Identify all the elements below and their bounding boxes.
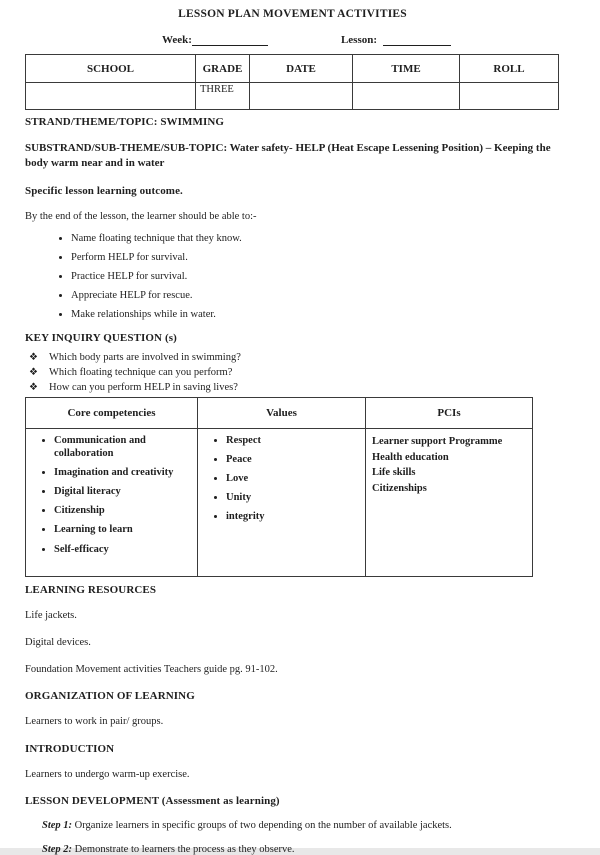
cell-pcis <box>366 428 533 576</box>
week-lesson-row <box>25 34 560 46</box>
outcome-list <box>25 233 560 320</box>
cell-values <box>198 428 366 576</box>
organization-heading: ORGANIZATION OF LEARNING <box>25 690 195 703</box>
step-label: Step 1: <box>42 819 73 831</box>
col-header-grade: GRADE <box>196 55 250 83</box>
list-item: • Respect <box>226 434 359 447</box>
cell-school <box>26 83 196 110</box>
diamond-bullet-icon: ❖ <box>29 351 38 363</box>
cell-roll <box>460 83 559 110</box>
resource-line: Digital devices. <box>25 637 91 649</box>
pci-line: Learner support Programme <box>372 435 503 447</box>
list-item: • Name floating technique that they know. <box>71 233 560 244</box>
step-label: Step 2: <box>42 843 73 855</box>
list-item: • Citizenship <box>54 504 191 517</box>
inquiry-question: Which body parts are involved in swimming? <box>49 351 241 363</box>
lesson-group <box>341 34 451 46</box>
col-header-time: TIME <box>353 55 460 83</box>
list-item: • Unity <box>226 491 359 504</box>
values-list <box>204 434 359 524</box>
info-table <box>25 54 559 110</box>
lesson-label: Lesson: <box>340 34 378 46</box>
col-header-values: Values <box>198 397 366 428</box>
list-item <box>25 352 560 363</box>
outcome-intro: By the end of the lesson, the learner should be able to:- <box>25 210 257 222</box>
col-header-school: SCHOOL <box>26 55 196 83</box>
step-item <box>42 844 560 855</box>
cell-core-competencies <box>26 428 198 576</box>
resource-line: Foundation Movement activities Teachers guide pg. 91-102. <box>25 664 278 676</box>
resources-heading: LEARNING RESOURCES <box>25 583 157 596</box>
list-item <box>25 382 560 393</box>
introduction-text: Learners to undergo warm-up exercise. <box>25 768 190 780</box>
pci-line: Health education <box>372 451 449 463</box>
col-header-date: DATE <box>250 55 353 83</box>
lesson-development-heading: LESSON DEVELOPMENT (Assessment as learning) <box>25 794 280 807</box>
list-item: • Imagination and creativity <box>54 466 191 479</box>
list-item: • integrity <box>226 510 359 523</box>
col-header-pcis: PCIs <box>366 397 533 428</box>
list-item: • Love <box>226 472 359 485</box>
info-table-header-row <box>26 55 559 83</box>
list-item: • Communication and collaboration <box>54 434 191 460</box>
inquiry-heading: KEY INQUIRY QUESTION (s) <box>25 331 177 344</box>
list-item: • Digital literacy <box>54 485 191 498</box>
list-item: • Appreciate HELP for rescue. <box>71 290 560 301</box>
pci-line: Citizenships <box>372 483 427 495</box>
page-title: LESSON PLAN MOVEMENT ACTIVITIES <box>178 8 407 20</box>
list-item: • Perform HELP for survival. <box>71 252 560 263</box>
list-item: • Learning to learn <box>54 523 191 536</box>
step-text: Demonstrate to learners the process as they observe. <box>74 843 295 855</box>
organization-text: Learners to work in pair/ groups. <box>25 716 164 728</box>
col-header-roll: ROLL <box>460 55 559 83</box>
col-header-core-competencies: Core competencies <box>26 397 198 428</box>
lesson-blank-line <box>383 34 451 46</box>
list-item: • Practice HELP for survival. <box>71 271 560 282</box>
strand-heading: STRAND/THEME/TOPIC: SWIMMING <box>25 116 225 128</box>
competency-table-header-row <box>26 397 533 428</box>
outcome-heading: Specific lesson learning outcome. <box>25 184 183 197</box>
resource-line: Life jackets. <box>25 609 77 621</box>
competency-table <box>25 397 533 577</box>
cell-date <box>250 83 353 110</box>
inquiry-list <box>25 352 560 393</box>
week-group <box>162 34 268 46</box>
list-item: • Self-efficacy <box>54 543 191 556</box>
week-label: Week: <box>162 34 192 46</box>
step-text: Organize learners in specific groups of two depending on the number of available jackets. <box>74 819 452 831</box>
diamond-bullet-icon: ❖ <box>29 366 38 378</box>
week-blank-line <box>192 34 268 46</box>
inquiry-question: How can you perform HELP in saving lives? <box>49 381 238 393</box>
step-item <box>42 820 560 831</box>
competency-table-data-row <box>26 428 533 576</box>
list-item: • Make relationships while in water. <box>71 309 560 320</box>
info-table-data-row <box>26 83 559 110</box>
core-competencies-list <box>32 434 191 556</box>
list-item: • Peace <box>226 453 359 466</box>
cell-time <box>353 83 460 110</box>
pci-line: Life skills <box>372 467 416 479</box>
inquiry-question: Which floating technique can you perform? <box>49 366 233 378</box>
substrand-heading: SUBSTRAND/SUB-THEME/SUB-TOPIC: Water safety- HELP (Heat Escape Lessening Position) – Keeping the body warm near and in water <box>25 142 551 169</box>
introduction-heading: INTRODUCTION <box>25 742 115 755</box>
diamond-bullet-icon: ❖ <box>29 381 38 393</box>
list-item <box>25 367 560 378</box>
cell-grade: THREE <box>196 83 250 110</box>
